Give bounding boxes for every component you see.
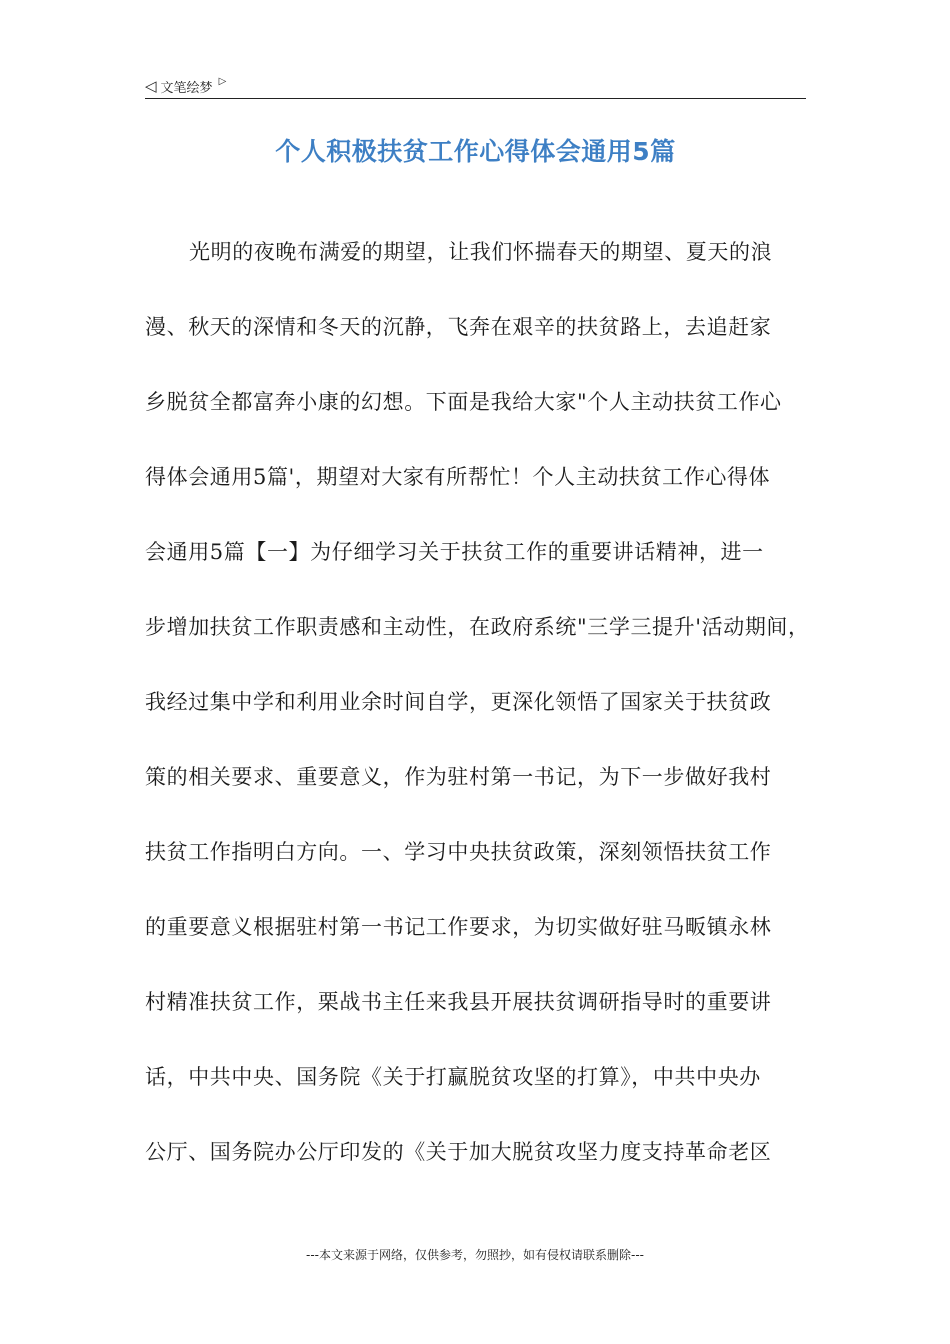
paragraph-line: 话，中共中央、国务院《关于打赢脱贫攻坚的打算》，中共中央办	[145, 1065, 761, 1089]
paragraph-line: 得体会通用5篇'，期望对大家有所帮忙！个人主动扶贫工作心得体	[145, 465, 771, 489]
triangle-right-icon: ▷	[218, 76, 227, 87]
paragraph-line: 村精准扶贫工作，栗战书主任来我县开展扶贫调研指导时的重要讲	[145, 990, 772, 1014]
brand-name: 文笔绘梦	[160, 80, 213, 96]
triangle-left-icon: ◁	[145, 76, 157, 95]
page-header	[145, 74, 806, 99]
paragraph-line: 公厅、国务院办公厅印发的《关于加大脱贫攻坚力度支持革命老区	[145, 1140, 772, 1164]
paragraph-line: 的重要意义根据驻村第一书记工作要求，为切实做好驻马畈镇永林	[145, 915, 772, 939]
paragraph-line: 会通用5篇【一】为仔细学习关于扶贫工作的重要讲话精神，进一	[145, 540, 764, 564]
paragraph-line: 策的相关要求、重要意义，作为驻村第一书记，为下一步做好我村	[145, 765, 772, 789]
footer-disclaimer: ---本文来源于网络，仅供参考，勿照抄，如有侵权请联系删除---	[306, 1248, 644, 1262]
paragraph-line: 扶贫工作指明白方向。一、学习中央扶贫政策，深刻领悟扶贫工作	[145, 840, 772, 864]
paragraph-line: 光明的夜晚布满爱的期望，让我们怀揣春天的期望、夏天的浪	[189, 240, 773, 264]
paragraph-line: 步增加扶贫工作职责感和主动性，在政府系统"三学三提升'活动期间，	[145, 615, 810, 639]
paragraph-line: 漫、秋天的深情和冬天的沉静，飞奔在艰辛的扶贫路上，去追赶家	[145, 315, 772, 339]
document-body	[145, 230, 810, 1205]
paragraph-line: 我经过集中学和利用业余时间自学，更深化领悟了国家关于扶贫政	[145, 690, 772, 714]
document-title: 个人积极扶贫工作心得体会通用5篇	[275, 137, 676, 166]
paragraph-line: 乡脱贫全都富奔小康的幻想。下面是我给大家"个人主动扶贫工作心	[145, 390, 782, 414]
